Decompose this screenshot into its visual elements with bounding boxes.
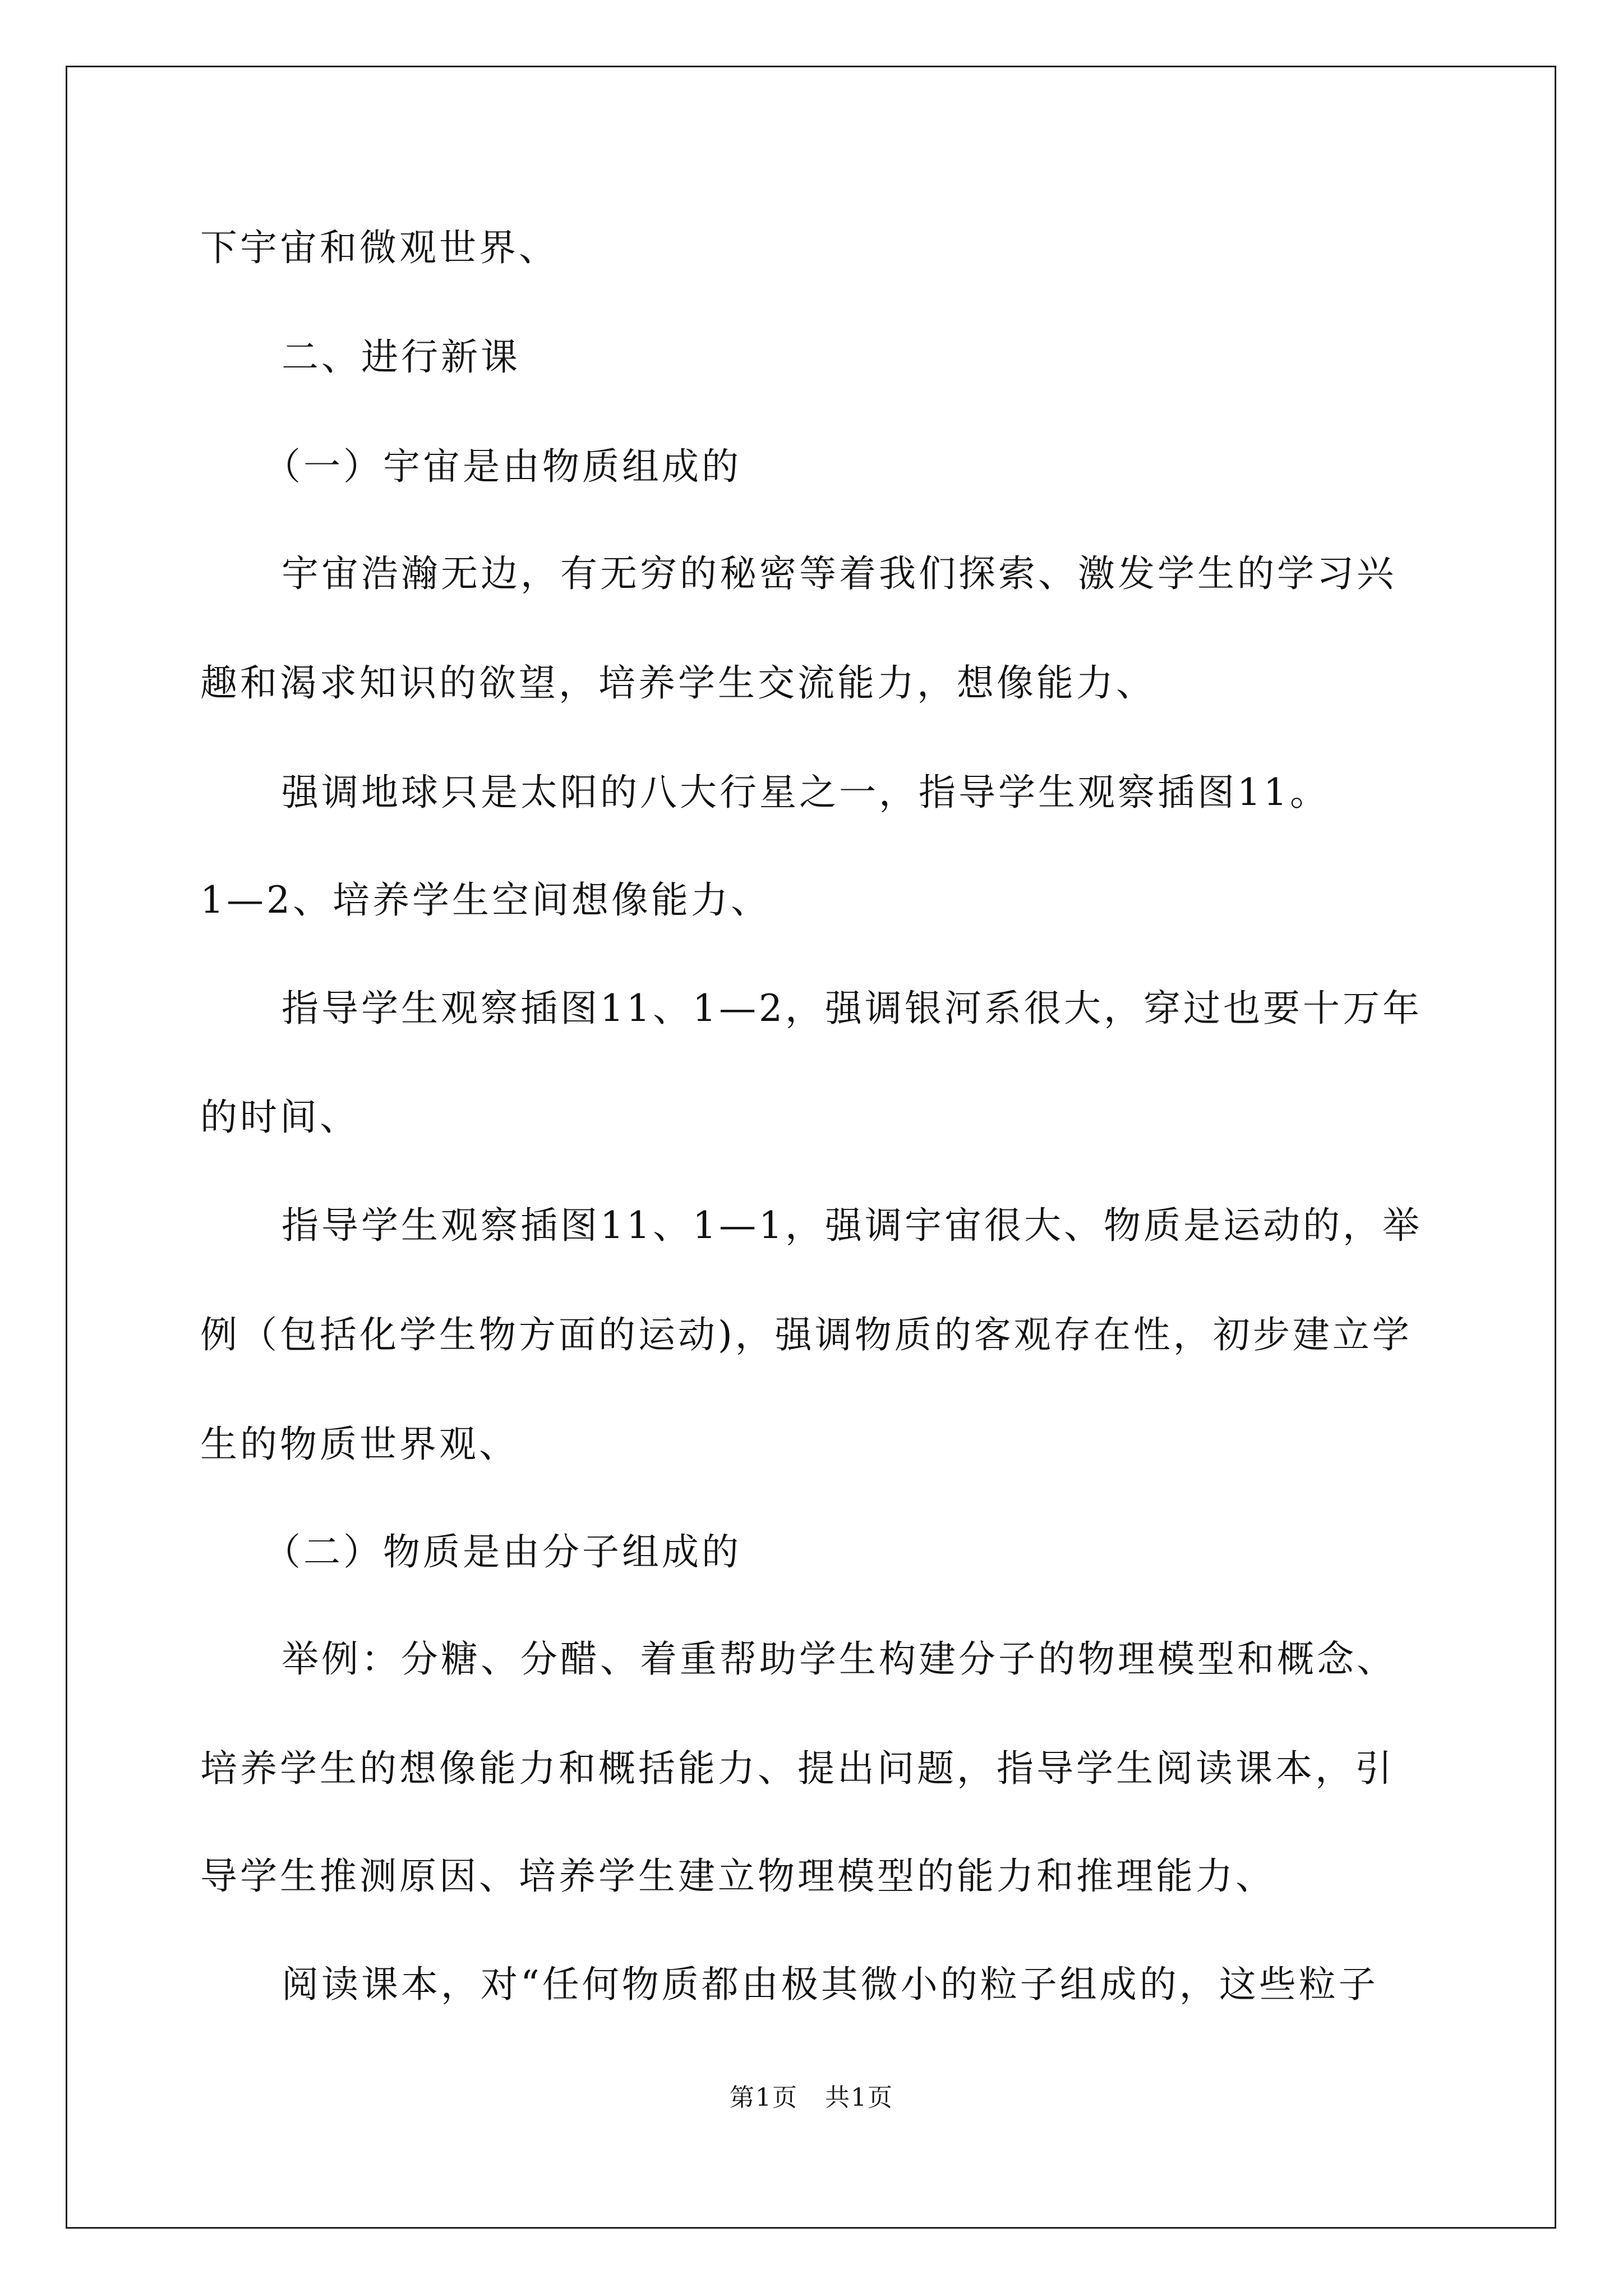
text-line: 宇宙浩瀚无边，有无穷的秘密等着我们探索、激发学生的学习兴 bbox=[282, 552, 1396, 595]
text-line: 的时间、 bbox=[200, 1096, 359, 1139]
page-total: 共1页 bbox=[824, 2083, 893, 2112]
page-footer bbox=[0, 2081, 1623, 2115]
page-border bbox=[66, 66, 1556, 2229]
subsection-heading: （二）物质是由分子组成的 bbox=[264, 1530, 741, 1573]
text-line: 强调地球只是太阳的八大行星之一，指导学生观察插图11。 bbox=[282, 771, 1330, 814]
text-line: 指导学生观察插图11、1—1，强调宇宙很大、物质是运动的，举 bbox=[282, 1204, 1422, 1247]
subsection-heading: （一）宇宙是由物质组成的 bbox=[264, 445, 741, 488]
text-line: 下宇宙和微观世界、 bbox=[200, 226, 559, 269]
text-line: 举例：分糖、分醋、着重帮助学生构建分子的物理模型和概念、 bbox=[282, 1637, 1396, 1681]
text-line: 阅读课本，对“任何物质都由极其微小的粒子组成的，这些粒子 bbox=[282, 1963, 1378, 2006]
section-heading: 二、进行新课 bbox=[282, 335, 520, 379]
text-line: 1—2、培养学生空间想像能力、 bbox=[200, 878, 771, 922]
text-line: 趣和渴求知识的欲望，培养学生交流能力，想像能力、 bbox=[200, 661, 1156, 705]
page-number: 第1页 bbox=[730, 2083, 799, 2112]
text-line: 例（包括化学生物方面的运动)，强调物质的客观存在性，初步建立学 bbox=[200, 1313, 1412, 1356]
text-line: 指导学生观察插图11、1—2，强调银河系很大，穿过也要十万年 bbox=[282, 987, 1422, 1030]
text-line: 生的物质世界观、 bbox=[200, 1423, 519, 1466]
text-line: 导学生推测原因、培养学生建立物理模型的能力和推理能力、 bbox=[200, 1855, 1275, 1898]
text-line: 培养学生的想像能力和概括能力、提出问题，指导学生阅读课本，引 bbox=[200, 1747, 1395, 1790]
